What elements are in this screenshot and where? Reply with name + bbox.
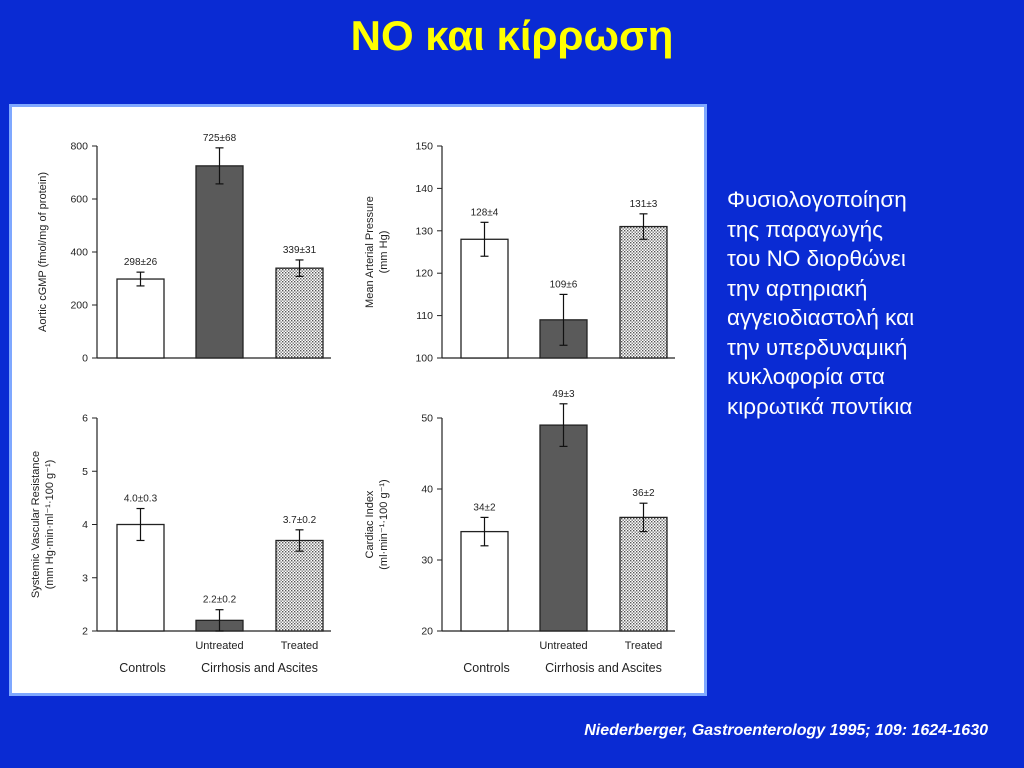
data-label: 3.7±0.2 (282, 514, 317, 526)
y-tick-label: 100 (415, 352, 433, 365)
y-tick-label: 3 (82, 572, 88, 585)
x-label-untreated: Untreated (539, 640, 588, 652)
y-tick-label: 400 (70, 246, 88, 259)
x-labels-right (463, 640, 662, 675)
y-tick-label: 120 (415, 267, 433, 280)
y-tick-label: 800 (70, 140, 88, 153)
bar-treated (620, 227, 667, 358)
y-tick-label: 40 (421, 483, 433, 496)
x-label-treated: Treated (624, 640, 663, 652)
y-tick-label: 0 (82, 352, 88, 365)
y-tick-label: 600 (70, 193, 88, 206)
data-label: 298±26 (123, 257, 158, 269)
y-axis-label: Aortic cGMP (fmol/mg of protein) (37, 172, 49, 332)
y-tick-label: 6 (82, 412, 88, 425)
data-label: 131±3 (629, 198, 658, 210)
y-tick-label: 4 (82, 519, 88, 531)
x-label-controls: Controls (119, 661, 166, 675)
data-label: 725±68 (202, 132, 237, 144)
y-axis-label: Cardiac Index (364, 490, 376, 559)
chart-1 (37, 133, 331, 365)
chart-3 (30, 413, 331, 638)
data-label: 2.2±0.2 (202, 594, 237, 606)
figure-panel (9, 104, 707, 696)
x-labels-left (119, 640, 318, 675)
data-label: 34±2 (473, 502, 496, 514)
bar-treated (276, 540, 323, 631)
y-tick-label: 5 (82, 465, 88, 478)
y-tick-label: 30 (421, 554, 433, 567)
y-axis-label: (mm Hg) (378, 230, 390, 274)
y-tick-label: 200 (70, 299, 88, 312)
bar-untreated (196, 166, 243, 358)
x-label-cirrhosis: Cirrhosis and Ascites (201, 661, 318, 675)
data-label: 339±31 (282, 244, 317, 256)
bar-controls (461, 532, 508, 631)
y-axis-label: Systemic Vascular Resistance (30, 450, 42, 599)
bar-controls (461, 239, 508, 358)
y-tick-label: 20 (421, 625, 433, 638)
bar-treated (276, 268, 323, 358)
data-label: 109±6 (549, 279, 578, 291)
y-axis-label: (mm Hg·min·ml⁻¹·100 g⁻¹) (44, 459, 56, 590)
y-tick-label: 110 (416, 310, 433, 323)
y-tick-label: 50 (421, 412, 433, 425)
x-label-cirrhosis: Cirrhosis and Ascites (545, 661, 662, 675)
y-tick-label: 2 (82, 625, 88, 638)
data-label: 4.0±0.3 (123, 493, 158, 505)
x-label-controls: Controls (463, 661, 510, 675)
y-axis-label: Mean Arterial Pressure (364, 196, 376, 308)
data-label: 128±4 (470, 207, 499, 219)
charts-figure (12, 107, 704, 693)
y-axis-label: (ml·min⁻¹·100 g⁻¹) (378, 479, 390, 570)
y-tick-label: 150 (415, 140, 433, 153)
data-label: 36±2 (632, 488, 655, 500)
chart-4 (364, 389, 675, 638)
bar-treated (620, 517, 667, 631)
slide-caption: Φυσιολογοποίηση της παραγωγής του NO διορθώνει την αρτηριακή αγγειοδιαστολή και την υπερδυναμική κυκλοφορία στα κιρρωτικά ποντίκια (727, 187, 915, 419)
y-tick-label: 130 (415, 225, 433, 238)
bar-controls (117, 279, 164, 358)
chart-2 (364, 141, 675, 365)
x-label-untreated: Untreated (195, 640, 244, 652)
bar-untreated (540, 425, 587, 631)
data-label: 49±3 (552, 388, 575, 400)
x-label-treated: Treated (280, 640, 319, 652)
slide-title: NO και κίρρωση (350, 12, 674, 59)
y-tick-label: 140 (415, 182, 433, 195)
citation: Niederberger, Gastroenterology 1995; 109: 1624-1630 (584, 722, 988, 739)
